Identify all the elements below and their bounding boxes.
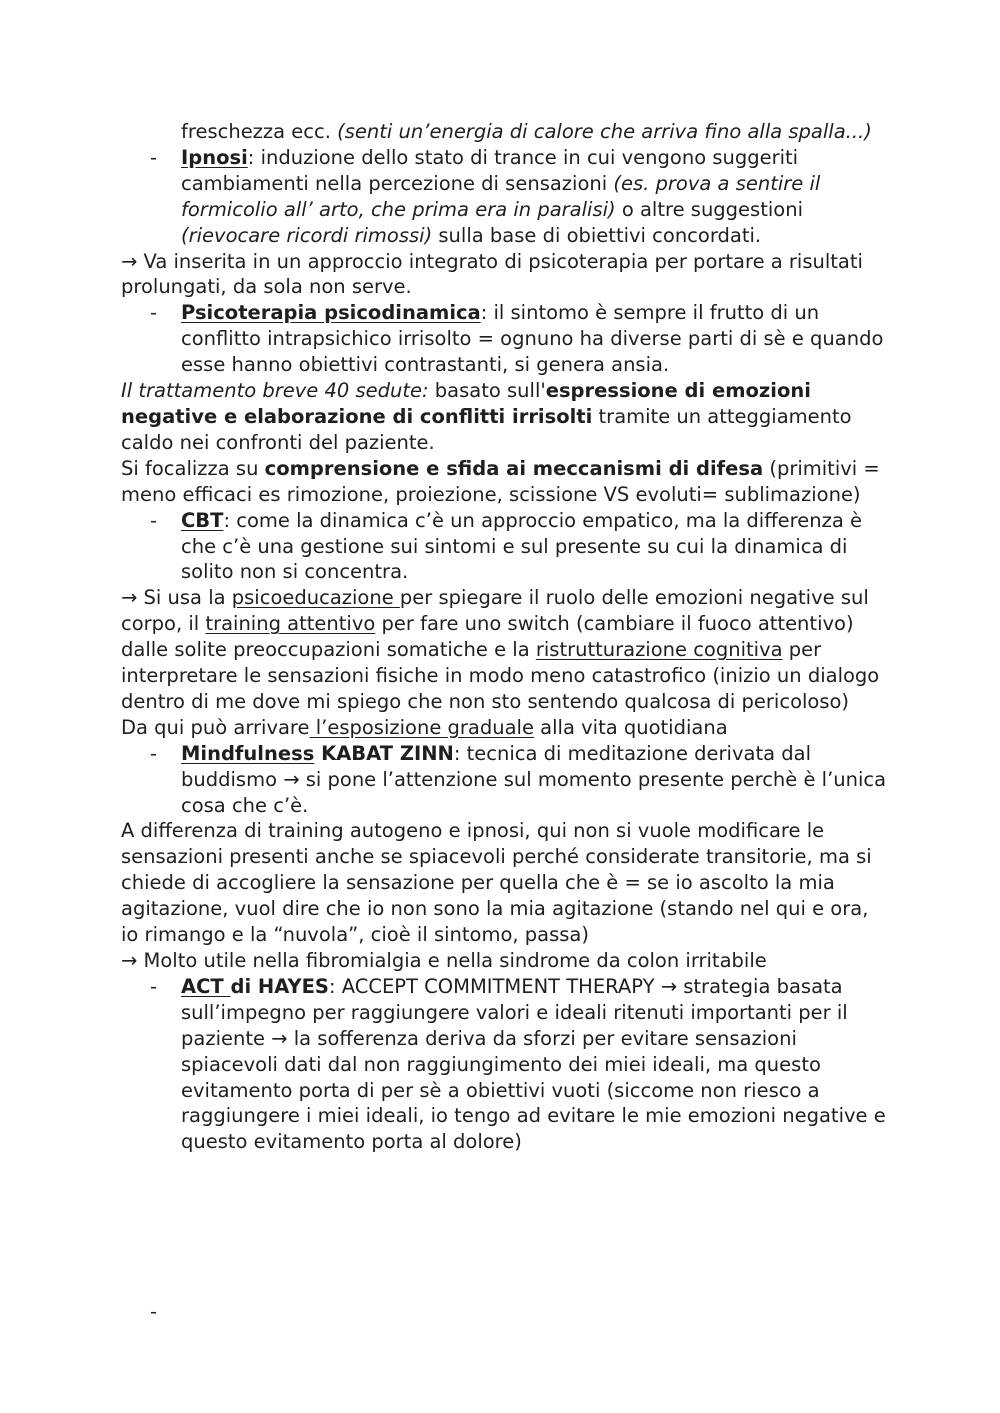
paragraph-meccanismi-difesa: Si focalizza su comprensione e sfida ai meccanismi di difesa (primitivi = meno efficaci es rimozione, proiezione, scissione VS evoluti= sublimazione)	[121, 456, 880, 506]
bullet-ipnosi: - Ipnosi: induzione dello stato di trance in cui vengono suggeriti cambiamenti nella percezione di sensazioni (es. prova a sentire il formicolio all’ arto, che prima era in paralisi) o altre suggestioni (rievocare ricordi rimossi) sulla base di obiettivi concordati.	[150, 145, 821, 247]
bullet-cbt: - CBT: come la dinamica c’è un approccio empatico, ma la differenza è che c’è una gestione sui sintomi e sul presente su cui la dinamica di solito non si concentra.	[150, 508, 862, 584]
paragraph-differenza: A differenza di training autogeno e ipnosi, qui non si vuole modificare le sensazioni presenti anche se spiacevoli perché considerate transitorie, ma si chiede di accogliere la sensazione per quella che è = se io ascolto la mia agitazione, vuol dire che io non sono la mia agitazione (stando nel qui e ora, io rimango e la “nuvola”, cioè il sintomo, passa)	[121, 819, 872, 947]
term-psicodinamica: Psicoterapia psicodinamica	[181, 301, 481, 325]
term-mindfulness: Mindfulness	[181, 741, 315, 765]
bullet-dash: -	[150, 301, 158, 325]
bullet-mindfulness: - Mindfulness KABAT ZINN: tecnica di meditazione derivata dal buddismo → si pone l’attenzione sul momento presente perchè è l’unica cosa che c’è.	[150, 741, 887, 817]
paragraph-fibromialgia: → Molto utile nella fibromialgia e nella sindrome da colon irritabile	[121, 949, 767, 972]
paragraph-trattamento-breve: Il trattamento breve 40 sedute: basato sull'espressione di emozioni negative e elaborazione di conflitti irrisolti tramite un atteggiamento caldo nei confronti del paziente.	[121, 379, 852, 454]
paragraph-integrated-approach: → Va inserita in un approccio integrato di psicoterapia per portare a risultati prolungati, da sola non serve.	[121, 249, 863, 299]
bullet-dash: -	[150, 974, 158, 998]
term-ipnosi: Ipnosi	[181, 145, 248, 169]
paragraph-psicoeducazione: → Si usa la psicoeducazione per spiegare il ruolo delle emozioni negative sul corpo, il training attentivo per fare uno switch (cambiare il fuoco attentivo) dalle solite preoccupazioni somatiche e la ristrutturazione cognitiva per interpretare le sensazioni fisiche in modo meno catastrofico (inizio un dialogo dentro di me dove mi spiego che non sto sentendo qualcosa di pericoloso)	[121, 586, 880, 713]
bullet-act: - ACT di HAYES: ACCEPT COMMITMENT THERAPY → strategia basata sull’impegno per raggiungere valori e ideali ritenuti importanti per il paziente → la sofferenza deriva da sforzi per evitare sensazioni spiacevoli dati dal non raggiungimento dei miei ideali, ma questo evitamento porta di per sè a obiettivi vuoti (siccome non riesco a raggiungere i miei ideali, io tengo ad evitare le mie emozioni negative e questo evitamento porta al dolore)	[150, 974, 886, 1154]
training-autogeno-continuation: freschezza ecc. (senti un’energia di calore che arriva fino alla spalla...)	[181, 120, 872, 143]
term-act: ACT	[181, 974, 231, 998]
bullet-dash: -	[150, 145, 158, 169]
paragraph-esposizione: Da qui può arrivare l’esposizione graduale alla vita quotidiana	[121, 715, 728, 739]
bullet-dash: -	[150, 508, 158, 532]
empty-bullet-dash: -	[150, 1300, 158, 1323]
notes-body	[121, 119, 891, 1155]
term-cbt: CBT	[181, 508, 224, 532]
bullet-dash: -	[150, 741, 158, 765]
bullet-psicodinamica: - Psicoterapia psicodinamica: il sintomo è sempre il frutto di un conflitto intrapsichico irrisolto = ognuno ha diverse parti di sè e quando esse hanno obiettivi contrastanti, si genera ansia.	[150, 301, 884, 377]
